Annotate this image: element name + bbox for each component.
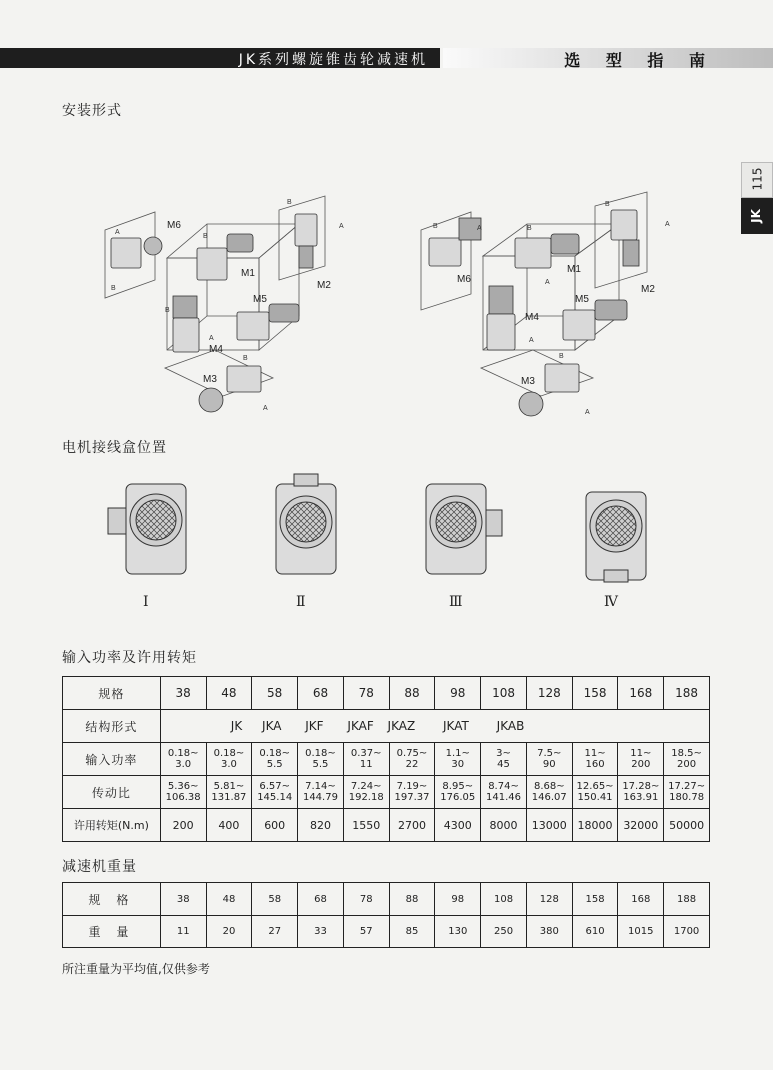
face-b-label: B <box>559 353 564 360</box>
input-power-cell <box>343 743 389 776</box>
face-b-label: B <box>433 223 438 230</box>
ratio-cell-max: 163.91 <box>623 792 659 803</box>
face-a-label: A <box>339 223 344 230</box>
label-m1: M1 <box>241 268 255 279</box>
face-a-label: A <box>209 335 214 342</box>
ratio-cell-min: 8.68~ <box>533 781 565 792</box>
size-cell: 168 <box>618 677 664 710</box>
header-section: 选 型 指 南 <box>564 51 715 70</box>
terminal-position-label-3: Ⅲ <box>449 594 463 610</box>
size-cell: 38 <box>160 677 206 710</box>
size-cell: 88 <box>389 883 435 916</box>
ratio-cell <box>298 776 344 809</box>
label-m4: M4 <box>525 312 539 323</box>
input-power-cell-max: 3.0 <box>220 759 237 770</box>
weight-cell: 610 <box>572 916 618 948</box>
input-power-cell <box>435 743 481 776</box>
label-m2: M2 <box>641 284 655 295</box>
row-label-size: 规格 <box>63 677 161 710</box>
ratio-cell-max: 176.05 <box>440 792 476 803</box>
input-power-cell <box>389 743 435 776</box>
torque-cell: 2700 <box>389 809 435 842</box>
side-tab <box>741 162 773 234</box>
gear-m2 <box>611 210 637 240</box>
torque-cell: 18000 <box>572 809 618 842</box>
face-a-label: A <box>263 405 268 412</box>
ratio-cell-max: 180.78 <box>669 792 705 803</box>
ratio-cell <box>618 776 664 809</box>
face-b-label: B <box>243 355 248 362</box>
input-power-cell <box>481 743 527 776</box>
input-power-cell-max: 3.0 <box>175 759 192 770</box>
ratio-cell-max: 150.41 <box>577 792 613 803</box>
row-label-weight: 重 量 <box>63 916 161 948</box>
ratio-cell-min: 12.65~ <box>576 781 614 792</box>
ratio-cell-max: 145.14 <box>257 792 293 803</box>
ratio-cell <box>206 776 252 809</box>
mounting-diagram-left <box>95 190 355 425</box>
ratio-cell-min: 6.57~ <box>259 781 291 792</box>
ratio-cell-min: 5.36~ <box>167 781 199 792</box>
terminal-position-label-4: Ⅳ <box>604 594 618 610</box>
structure-item: JKAZ <box>387 719 416 733</box>
size-cell: 48 <box>206 677 252 710</box>
face-a-label: A <box>477 225 482 232</box>
size-cell: 188 <box>664 677 710 710</box>
input-power-cell-min: 18.5~ <box>671 748 702 759</box>
ratio-cell <box>481 776 527 809</box>
ratio-cell-min: 8.95~ <box>442 781 474 792</box>
input-power-cell <box>572 743 618 776</box>
ratio-cell <box>252 776 298 809</box>
terminal-box-title: 电机接线盒位置 <box>62 440 167 456</box>
torque-cell: 4300 <box>435 809 481 842</box>
size-cell: 98 <box>435 677 481 710</box>
input-power-cell-min: 3~ <box>496 748 511 759</box>
structure-item: JKAB <box>496 719 525 733</box>
gear-m2 <box>295 214 317 246</box>
size-cell: 88 <box>389 677 435 710</box>
weight-cell: 250 <box>481 916 527 948</box>
input-power-cell <box>664 743 710 776</box>
input-power-cell-min: 0.18~ <box>259 748 291 759</box>
row-label-ratio: 传动比 <box>63 776 161 809</box>
structure-item: JKF <box>305 719 324 733</box>
table-row <box>63 776 710 809</box>
ratio-cell-max: 106.38 <box>165 792 201 803</box>
ratio-cell-min: 7.14~ <box>305 781 336 792</box>
input-power-cell-max: 160 <box>585 759 605 770</box>
input-power-cell-max: 30 <box>451 759 465 770</box>
header-title-bar <box>0 48 440 68</box>
size-cell: 68 <box>298 677 344 710</box>
terminal-box-position-1 <box>108 484 186 574</box>
size-cell: 188 <box>664 883 710 916</box>
input-power-cell <box>160 743 206 776</box>
gear-m1 <box>197 248 227 280</box>
size-cell: 128 <box>526 677 572 710</box>
torque-cell: 13000 <box>526 809 572 842</box>
gear-m6 <box>111 238 141 268</box>
torque-cell: 1550 <box>343 809 389 842</box>
face-b-label: B <box>287 199 292 206</box>
input-power-cell-max: 200 <box>677 759 697 770</box>
input-power-cell-min: 0.18~ <box>213 748 245 759</box>
ratio-cell-max: 146.07 <box>531 792 567 803</box>
weight-table <box>62 882 710 948</box>
ratio-cell-max: 144.79 <box>302 792 338 803</box>
weight-cell: 11 <box>160 916 206 948</box>
input-power-cell-min: 0.37~ <box>350 748 382 759</box>
size-cell: 128 <box>526 883 572 916</box>
ratio-cell <box>160 776 206 809</box>
terminal-box-position-4 <box>586 492 646 582</box>
input-power-cell <box>618 743 664 776</box>
input-power-cell-max: 11 <box>359 759 373 770</box>
terminal-box-position-2 <box>276 474 336 574</box>
label-m5: M5 <box>575 294 589 305</box>
ratio-cell <box>435 776 481 809</box>
size-cell: 98 <box>435 883 481 916</box>
size-cell: 58 <box>252 883 298 916</box>
terminal-position-label-1: Ⅰ <box>143 594 149 610</box>
input-power-cell-min: 1.1~ <box>445 748 470 759</box>
gear-m4 <box>173 296 197 318</box>
structure-list <box>160 710 709 743</box>
ratio-cell-min: 5.81~ <box>213 781 245 792</box>
ratio-cell <box>664 776 710 809</box>
input-power-cell-min: 7.5~ <box>537 748 562 759</box>
torque-cell: 50000 <box>664 809 710 842</box>
size-cell: 68 <box>298 883 344 916</box>
label-m6: M6 <box>167 220 181 231</box>
face-b-label: B <box>527 225 532 232</box>
torque-cell: 32000 <box>618 809 664 842</box>
weight-cell: 1015 <box>618 916 664 948</box>
face-a-label: A <box>665 221 670 228</box>
gear-m5 <box>237 312 269 340</box>
weight-cell: 130 <box>435 916 481 948</box>
input-power-cell <box>526 743 572 776</box>
input-power-cell-max: 45 <box>497 759 510 770</box>
size-cell: 158 <box>572 677 618 710</box>
face-b-label: B <box>165 307 170 314</box>
torque-cell: 820 <box>298 809 344 842</box>
gear-m1 <box>515 238 551 268</box>
ratio-cell-min: 17.28~ <box>622 781 660 792</box>
mounting-diagram-right <box>415 190 685 425</box>
power-torque-table <box>62 676 710 842</box>
size-cell: 78 <box>343 677 389 710</box>
face-b-label: B <box>111 285 116 292</box>
mounting-title: 安装形式 <box>62 103 122 119</box>
gear-m4 <box>489 286 513 314</box>
input-power-cell <box>252 743 298 776</box>
label-m3: M3 <box>203 374 217 385</box>
terminal-box-position-3 <box>426 484 502 574</box>
structure-item: JKAT <box>443 719 469 733</box>
ratio-cell-min: 7.19~ <box>396 781 428 792</box>
terminal-position-label-2: Ⅱ <box>296 594 306 610</box>
header-title: JK系列螺旋锥齿轮减速机 <box>238 52 428 68</box>
size-cell: 168 <box>618 883 664 916</box>
size-cell: 38 <box>160 883 206 916</box>
weight-cell: 57 <box>343 916 389 948</box>
label-m4: M4 <box>209 344 223 355</box>
row-label-input-power: 输入功率 <box>63 743 161 776</box>
size-cell: 158 <box>572 883 618 916</box>
face-a-label: A <box>545 279 550 286</box>
ratio-cell-max: 141.46 <box>486 792 522 803</box>
ratio-cell <box>526 776 572 809</box>
input-power-cell-max: 5.5 <box>266 759 283 770</box>
gear-m5 <box>563 310 595 340</box>
ratio-cell-min: 8.74~ <box>488 781 519 792</box>
structure-item: JKA <box>262 719 282 733</box>
face-b-label: B <box>203 233 208 240</box>
input-power-cell-min: 0.75~ <box>396 748 428 759</box>
footnote: 所注重量为平均值,仅供参考 <box>62 962 210 976</box>
weight-cell: 33 <box>298 916 344 948</box>
weight-cell: 380 <box>526 916 572 948</box>
size-cell: 108 <box>481 883 527 916</box>
weight-cell: 27 <box>252 916 298 948</box>
side-tab-code: JK <box>748 209 763 223</box>
label-m2: M2 <box>317 280 331 291</box>
label-m1: M1 <box>567 264 581 275</box>
gear-m3 <box>227 366 261 392</box>
terminal-box-diagrams <box>100 470 680 585</box>
input-power-cell-min: 0.18~ <box>305 748 336 759</box>
input-power-cell-max: 22 <box>405 759 419 770</box>
ratio-cell <box>343 776 389 809</box>
input-power-cell-min: 11~ <box>584 748 606 759</box>
label-m3: M3 <box>521 376 535 387</box>
gear-m6 <box>429 238 461 266</box>
ratio-cell <box>389 776 435 809</box>
torque-cell: 600 <box>252 809 298 842</box>
table-row <box>63 809 710 842</box>
row-label-size: 规 格 <box>63 883 161 916</box>
face-b-label: B <box>605 201 610 208</box>
ratio-cell <box>572 776 618 809</box>
table-row <box>63 743 710 776</box>
label-m6: M6 <box>457 274 471 285</box>
weight-cell: 1700 <box>664 916 710 948</box>
weight-table-title: 减速机重量 <box>62 859 137 875</box>
torque-cell: 200 <box>160 809 206 842</box>
torque-cell: 8000 <box>481 809 527 842</box>
ratio-cell-min: 7.24~ <box>350 781 382 792</box>
size-cell: 108 <box>481 677 527 710</box>
ratio-cell-max: 197.37 <box>394 792 430 803</box>
input-power-cell-max: 200 <box>631 759 651 770</box>
input-power-cell-min: 11~ <box>630 748 652 759</box>
row-label-structure: 结构形式 <box>63 710 161 743</box>
structure-item: JKAF <box>347 719 374 733</box>
input-power-cell <box>298 743 344 776</box>
table-row <box>63 883 710 916</box>
structure-item: JK <box>230 719 243 733</box>
gear-m3 <box>545 364 579 392</box>
size-cell: 48 <box>206 883 252 916</box>
size-cell: 78 <box>343 883 389 916</box>
input-power-cell-max: 5.5 <box>312 759 329 770</box>
power-table-title: 输入功率及许用转矩 <box>62 650 197 666</box>
input-power-cell-min: 0.18~ <box>167 748 199 759</box>
table-row <box>63 677 710 710</box>
ratio-cell-min: 17.27~ <box>668 781 706 792</box>
table-row <box>63 916 710 948</box>
input-power-cell-max: 90 <box>542 759 556 770</box>
face-a-label: A <box>529 337 534 344</box>
header-section-bar <box>443 48 773 68</box>
face-a-label: A <box>115 229 120 236</box>
size-cell: 58 <box>252 677 298 710</box>
row-label-torque: 许用转矩(N.m) <box>63 809 161 842</box>
side-tab-page: 115 <box>750 167 765 191</box>
table-row <box>63 710 710 743</box>
label-m5: M5 <box>253 294 267 305</box>
ratio-cell-max: 192.18 <box>348 792 384 803</box>
input-power-cell <box>206 743 252 776</box>
torque-cell: 400 <box>206 809 252 842</box>
weight-cell: 85 <box>389 916 435 948</box>
ratio-cell-max: 131.87 <box>211 792 247 803</box>
weight-cell: 20 <box>206 916 252 948</box>
face-a-label: A <box>585 409 590 416</box>
